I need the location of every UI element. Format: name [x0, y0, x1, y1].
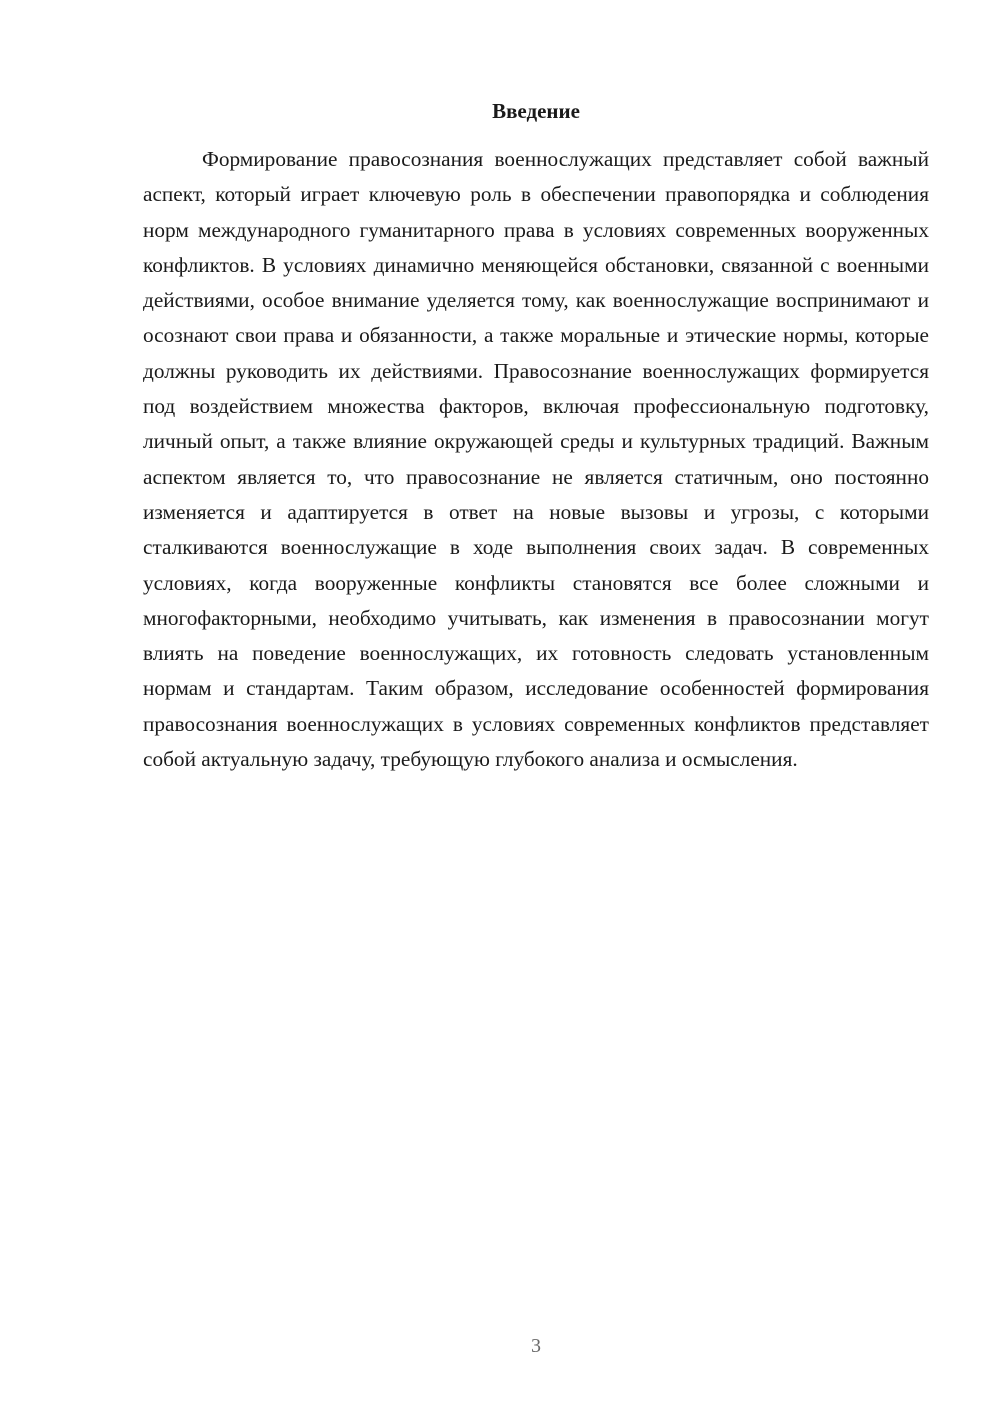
- page-number: 3: [531, 1335, 541, 1357]
- body-paragraph: Формирование правосознания военнослужащих представляет собой важный аспект, который играет ключевую роль в обеспечении правопорядка и соблюдения норм международного гуманитарного права в условиях современных вооруженных конфликтов. В условиях динамично меняющейся обстановки, связанной с военными действиями, особое внимание уделяется тому, как военнослужащие воспринимают и осознают свои права и обязанности, а также моральные и этические нормы, которые должны руководить их действиями. Правосознание военнослужащих формируется под воздействием множества факторов, включая профессиональную подготовку, личный опыт, а также влияние окружающей среды и культурных традиций. Важным аспектом является то, что правосознание не является статичным, оно постоянно изменяется и адаптируется в ответ на новые вызовы и угрозы, с которыми сталкиваются военнослужащие в ходе выполнения своих задач. В современных условиях, когда вооруженные конфликты становятся все более сложными и многофакторными, необходимо учитывать, как изменения в правосознании могут влиять на поведение военнослужащих, их готовность следовать установленным нормам и стандартам. Таким образом, исследование особенностей формирования правосознания военнослужащих в условиях современных конфликтов представляет собой актуальную задачу, требующую глубокого анализа и осмысления.: [143, 147, 929, 772]
- section-title: Введение: [492, 99, 580, 123]
